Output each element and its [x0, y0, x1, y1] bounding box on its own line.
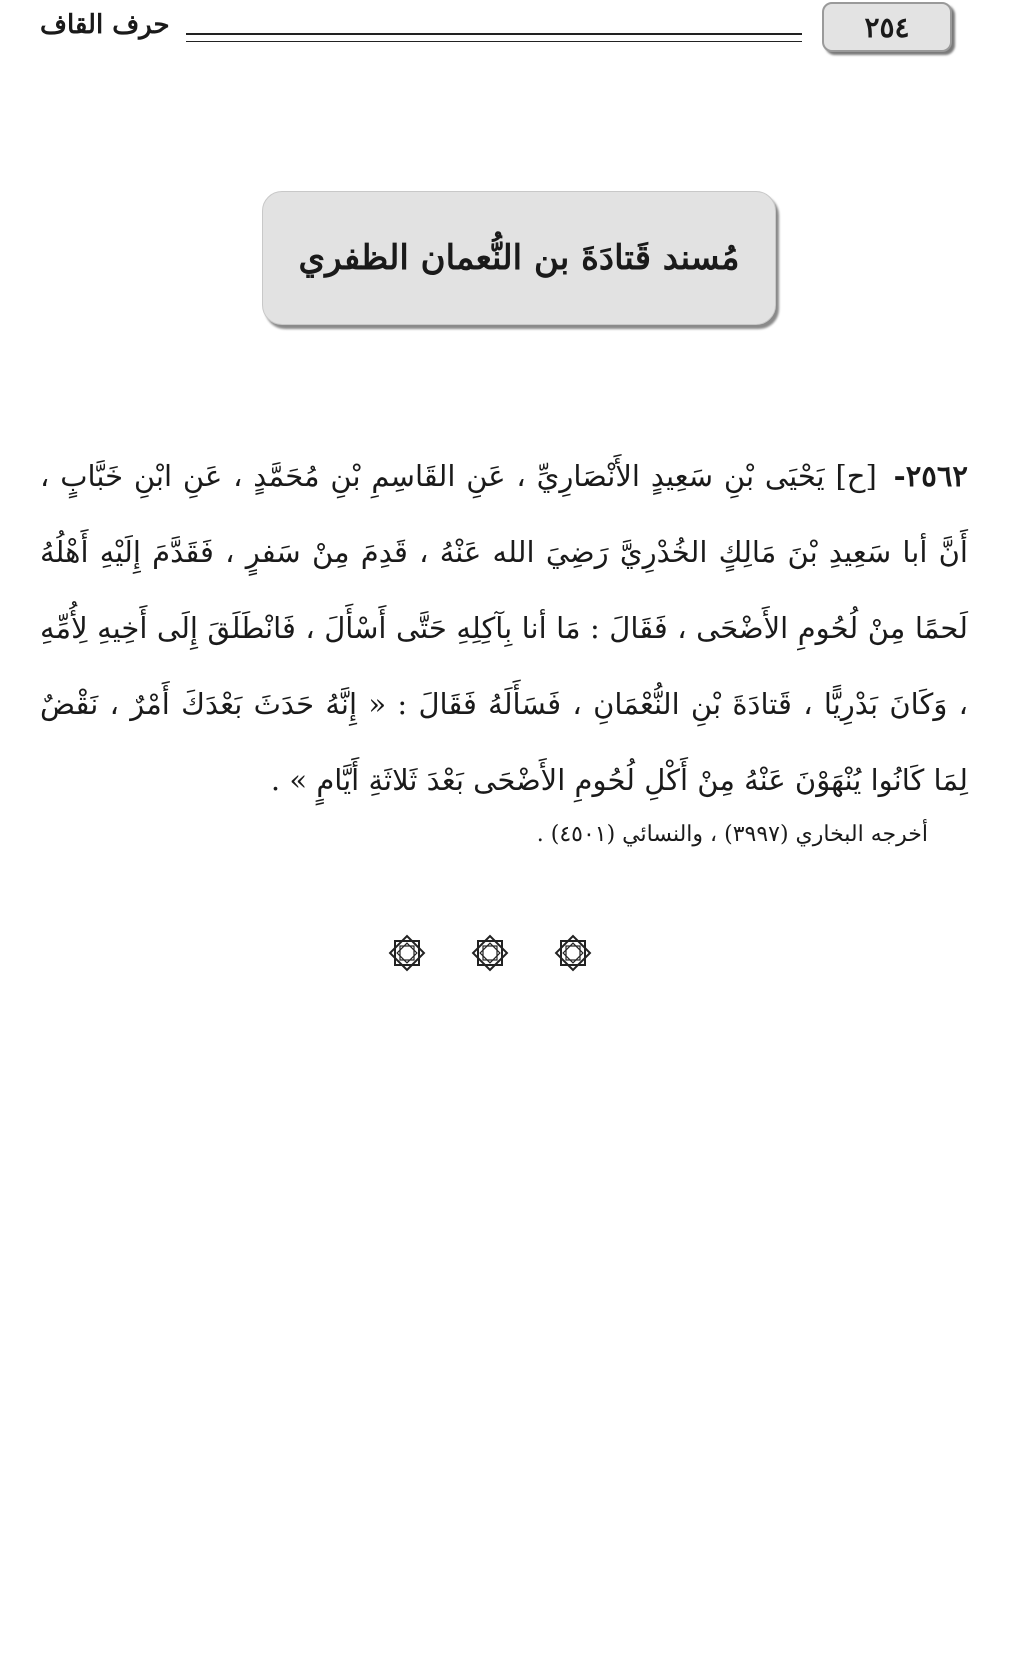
hadith-text: [ح] يَحْيَى بْنِ سَعِيدٍ الأَنْصَارِيِّ ، عَنِ القَاسِمِ بْنِ مُحَمَّدٍ ، عَنِ ابْنِ خَبَّابٍ ، أَنَّ أبا سَعِيدِ بْنَ مَالِكٍ الخُدْرِيَّ رَضِيَ الله عَنْهُ ، قَدِمَ مِنْ سَفرٍ ، فَقَدَّمَ إِلَيْهِ أَهْلُهُ لَحمًا مِنْ لُحُومِ الأَضْحَى ، فَقَالَ : مَا أنا بِآكِلِهِ حَتَّى أَسْأَلَ ، فَانْطَلَقَ إِلَى أَخِيهِ لِأُمِّهِ ، وَكَانَ بَدْرِيًّا ، قَتادَةَ بْنِ النُّعْمَانِ ، فَسَأَلَهُ فَقَالَ : « إِنَّهُ حَدَثَ بَعْدَكَ أَمْرٌ ، نَقْضٌ لِمَا كَانُوا يُنْهَوْنَ عَنْهُ مِنْ أَكْلِ لُحُومِ الأَضْحَى بَعْدَ ثَلاثَةِ أَيَّامٍ » . [40, 459, 968, 797]
page-number: ٢٥٤ [864, 10, 910, 44]
header-rule-thin [186, 41, 802, 42]
page-number-box [822, 2, 952, 52]
chapter-title: حرف القاف [40, 10, 170, 40]
footnote: أخرجه البخاري (٣٩٩٧) ، والنسائي (٤٥٠١) . [536, 822, 928, 847]
section-title-box [262, 191, 776, 325]
star-ornament-icon [551, 931, 595, 975]
star-ornament-icon [468, 931, 512, 975]
section-title: مُسند قَتادَةَ بن النُّعمان الظفري [298, 238, 740, 278]
ornament-divider [385, 930, 595, 976]
hadith-paragraph [40, 438, 968, 818]
header-rule [186, 33, 802, 35]
hadith-number: ٢٥٦٢- [893, 459, 969, 493]
star-ornament-icon [385, 931, 429, 975]
